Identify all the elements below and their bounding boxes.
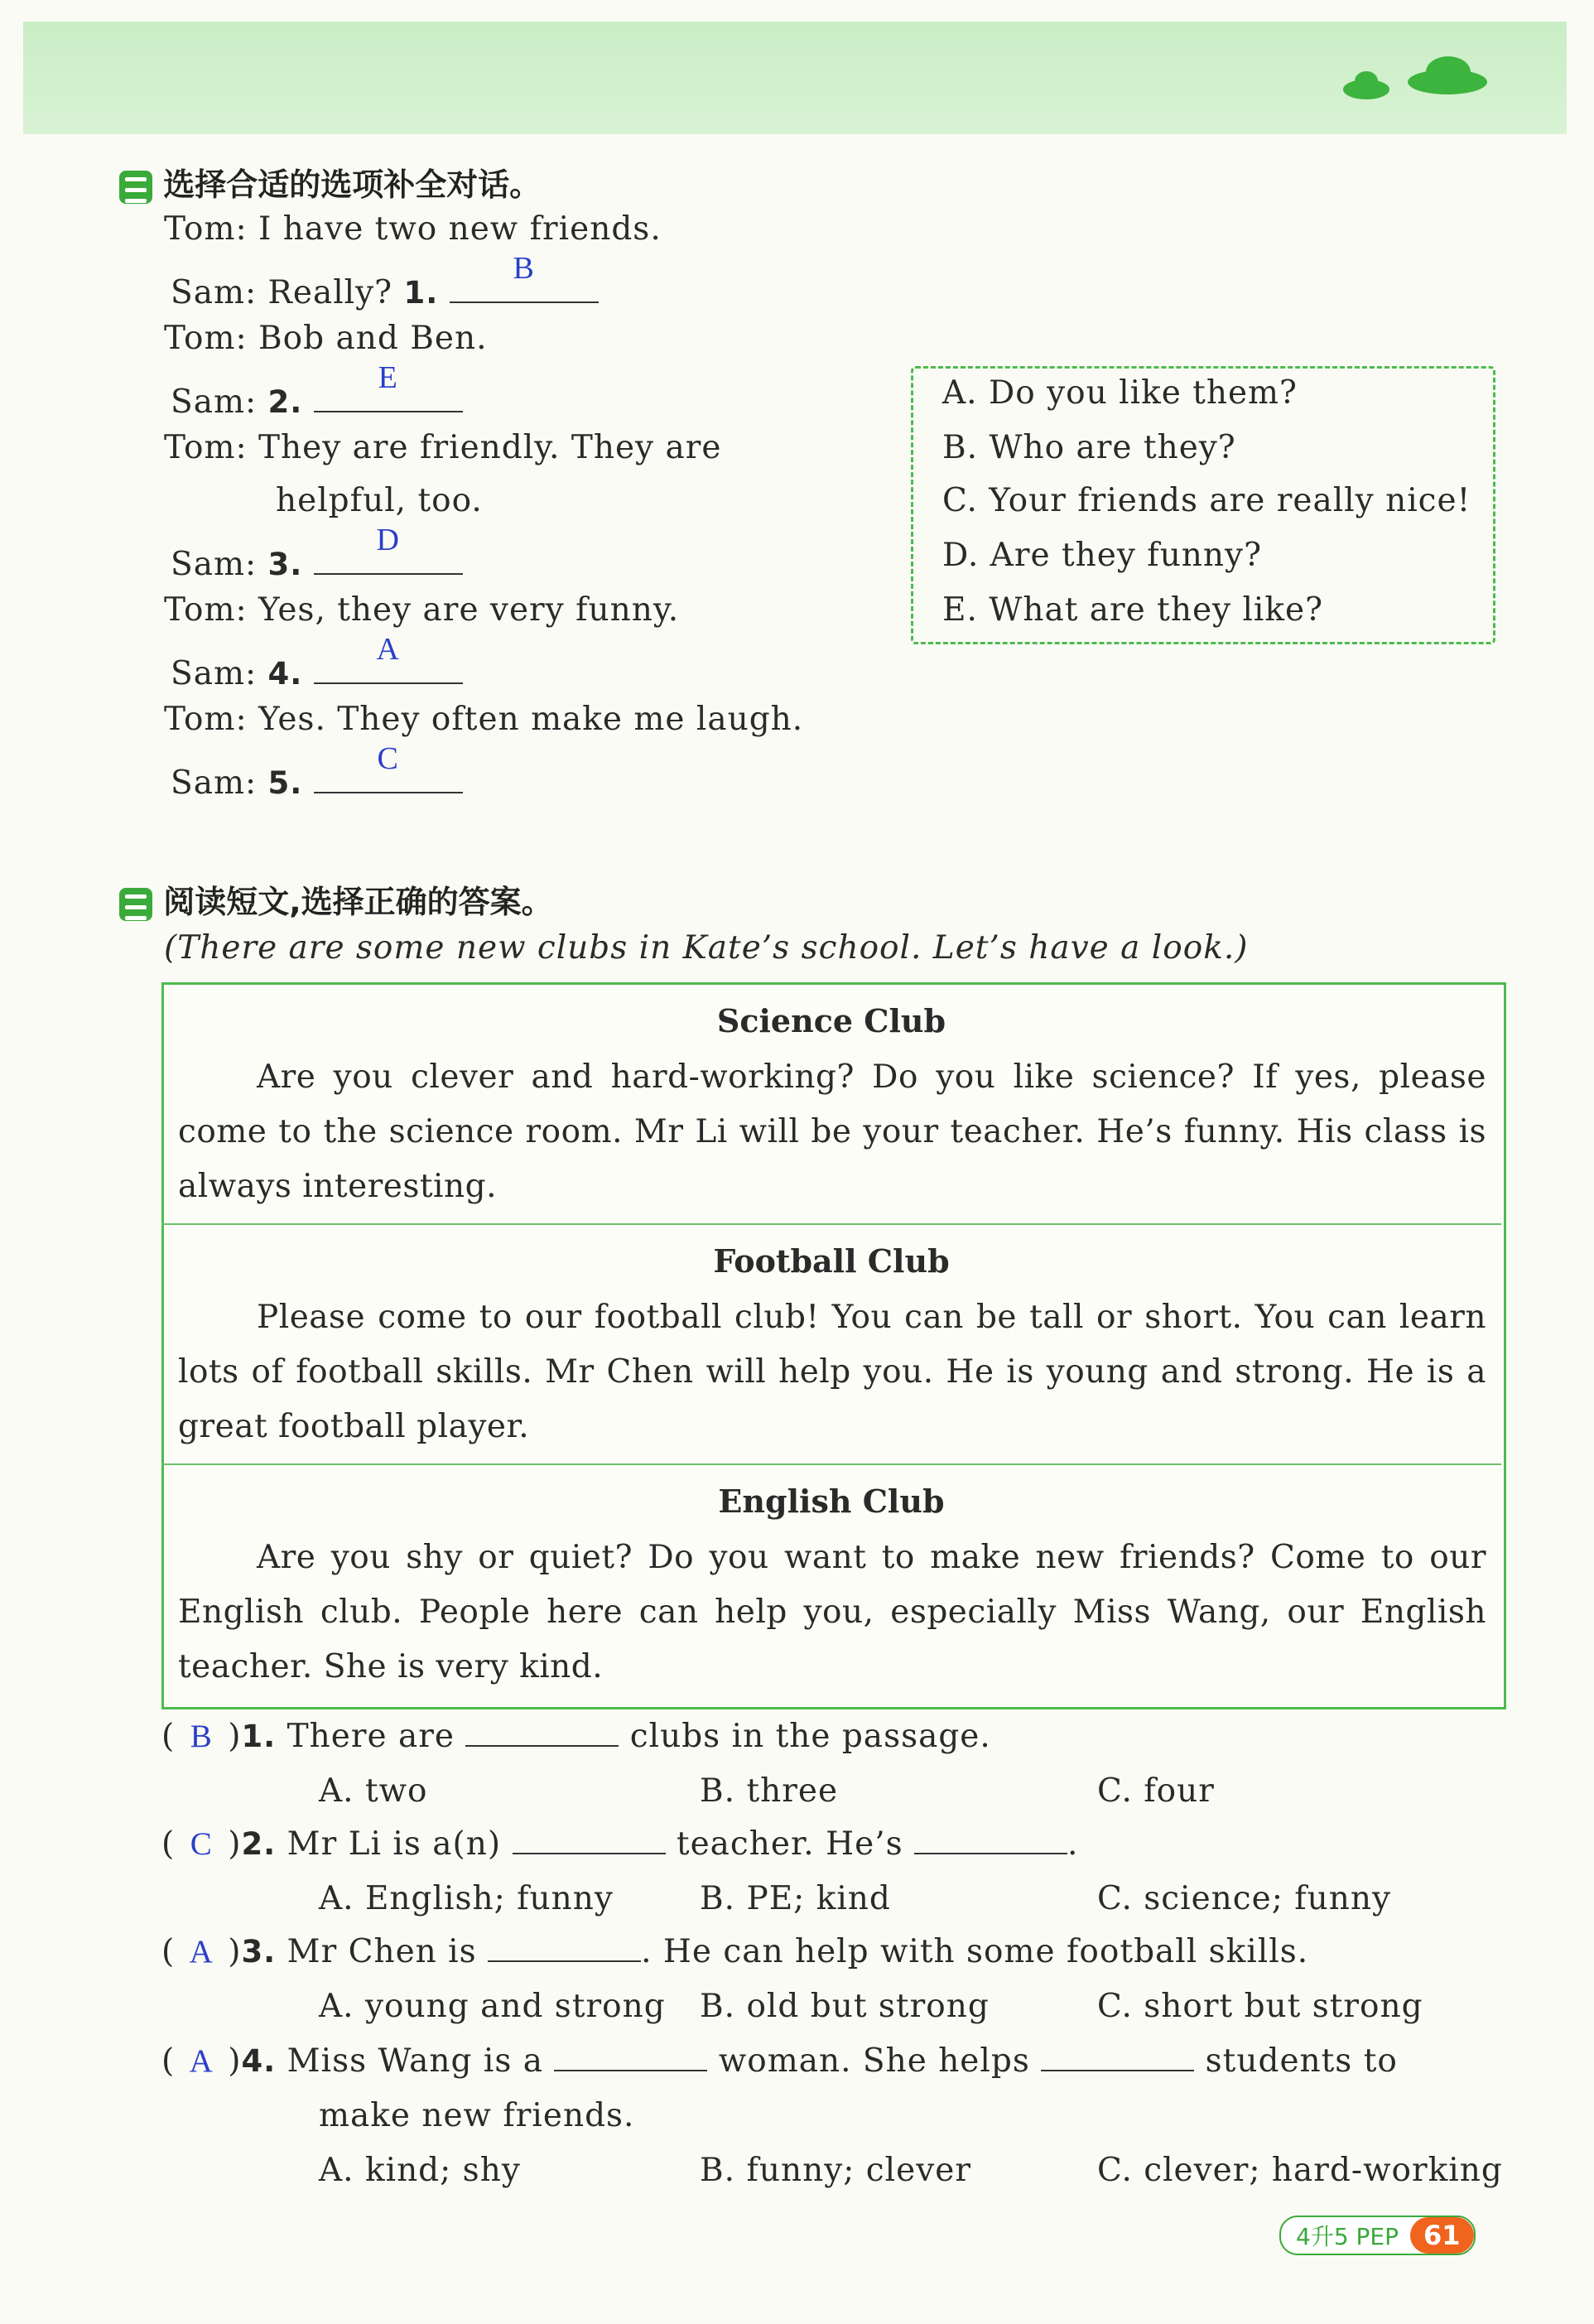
speaker: Tom bbox=[164, 429, 236, 466]
question-4 bbox=[161, 2042, 1398, 2080]
q3-option-b: B. old but strong bbox=[700, 1988, 990, 2025]
answer-paren-open: ( bbox=[161, 1718, 176, 1755]
question-text: Miss Wang is a bbox=[287, 2042, 544, 2080]
sep: : bbox=[235, 210, 248, 248]
speaker: Sam bbox=[171, 764, 245, 802]
dialogue-line-5-cont bbox=[276, 482, 483, 519]
answer-paren-open: ( bbox=[161, 2042, 176, 2080]
answer-1: B bbox=[513, 251, 535, 286]
speaker: Sam bbox=[171, 655, 245, 692]
sep: : bbox=[244, 764, 258, 802]
section2-heading bbox=[119, 876, 553, 922]
line-text: They are friendly. They are bbox=[258, 429, 722, 466]
club-title-football: Football Club bbox=[713, 1242, 950, 1280]
question-text: teacher. He’s bbox=[676, 1825, 903, 1863]
answer-slot-3[interactable] bbox=[175, 1933, 228, 1970]
option-b: B. Who are they? bbox=[942, 429, 1236, 466]
section1-heading bbox=[119, 159, 541, 205]
dialogue-line-9 bbox=[164, 701, 803, 738]
dialogue-line-10 bbox=[171, 741, 463, 802]
question-text: There are bbox=[287, 1718, 455, 1755]
sep: : bbox=[244, 274, 258, 311]
answer-slot-1[interactable] bbox=[175, 1718, 228, 1755]
question-2 bbox=[161, 1825, 1078, 1863]
question-number: 3. bbox=[241, 1934, 277, 1970]
speaker: Tom bbox=[164, 210, 236, 248]
question-text: . bbox=[1067, 1825, 1079, 1863]
club-divider bbox=[161, 1223, 1501, 1225]
club-title-science: Science Club bbox=[716, 1002, 946, 1039]
q1-option-a: A. two bbox=[319, 1772, 428, 1810]
dialogue-line-4 bbox=[171, 360, 463, 421]
answer-slot-2[interactable] bbox=[175, 1825, 228, 1863]
answer-paren-close: ) bbox=[228, 1718, 242, 1755]
section1-heading-text: 选择合适的选项补全对话。 bbox=[163, 166, 542, 203]
q4-option-a: A. kind; shy bbox=[319, 2152, 521, 2189]
choice-answer-1: B bbox=[190, 1719, 213, 1754]
line-text: Yes. They often make me laugh. bbox=[258, 701, 804, 738]
sep: : bbox=[235, 701, 248, 738]
answer-blank-3[interactable] bbox=[314, 523, 463, 575]
option-e: E. What are they like? bbox=[942, 591, 1324, 629]
section2-heading-text: 阅读短文,选择正确的答案。 bbox=[163, 884, 553, 920]
speaker: Sam bbox=[171, 546, 245, 583]
speaker: Sam bbox=[171, 274, 245, 311]
club-paragraph: Are you clever and hard-working? Do you like science? If yes, please come to the science room. Mr Li will be your teacher. He’s funny. His class is always interesting. bbox=[178, 1058, 1486, 1205]
edition-text: PEP bbox=[1356, 2223, 1399, 2250]
question-number: 4. bbox=[241, 2043, 277, 2079]
question-blank[interactable] bbox=[1041, 2045, 1194, 2071]
q2-option-c: C. science; funny bbox=[1097, 1880, 1392, 1917]
question-blank[interactable] bbox=[465, 1720, 619, 1747]
answer-paren-open: ( bbox=[161, 1933, 176, 1970]
blank-number: 4. bbox=[267, 656, 303, 692]
option-a: A. Do you like them? bbox=[942, 374, 1298, 412]
blank-number: 2. bbox=[267, 384, 303, 420]
answer-2: E bbox=[378, 360, 398, 395]
question-text: . He can help with some football skills. bbox=[641, 1933, 1309, 1970]
q3-option-a: A. young and strong bbox=[319, 1988, 666, 2025]
sep: : bbox=[235, 429, 248, 466]
speaker: Sam bbox=[171, 383, 245, 421]
choice-answer-4: A bbox=[189, 2043, 214, 2079]
sep: : bbox=[235, 320, 248, 357]
answer-blank-5[interactable] bbox=[314, 741, 463, 793]
question-text: Mr Chen is bbox=[287, 1933, 477, 1970]
q1-option-b: B. three bbox=[700, 1772, 839, 1810]
line-text: Bob and Ben. bbox=[258, 320, 488, 357]
q2-option-a: A. English; funny bbox=[319, 1880, 614, 1917]
speaker: Tom bbox=[164, 701, 236, 738]
question-text: Mr Li is a(n) bbox=[287, 1825, 502, 1863]
header-band bbox=[23, 22, 1567, 134]
dialogue-line-2 bbox=[171, 251, 599, 311]
question-number: 2. bbox=[241, 1826, 277, 1862]
club-text-football bbox=[178, 1290, 1486, 1454]
line-text: Yes, they are very funny. bbox=[258, 591, 680, 629]
dialogue-line-8 bbox=[171, 632, 463, 692]
answer-blank-2[interactable] bbox=[314, 360, 463, 412]
q1-option-c: C. four bbox=[1097, 1772, 1215, 1810]
answer-blank-1[interactable] bbox=[450, 251, 599, 303]
cloud-icon-large-top bbox=[1426, 56, 1471, 88]
sep: : bbox=[244, 383, 258, 421]
option-c: C. Your friends are really nice! bbox=[942, 482, 1471, 519]
question-blank[interactable] bbox=[914, 1828, 1067, 1854]
blank-number: 1. bbox=[403, 275, 439, 311]
club-text-english bbox=[178, 1531, 1486, 1695]
blank-number: 3. bbox=[267, 547, 303, 582]
option-d: D. Are they funny? bbox=[942, 537, 1262, 574]
section-list-icon bbox=[119, 888, 152, 921]
question-text: woman. She helps bbox=[718, 2042, 1030, 2080]
blank-number: 5. bbox=[267, 765, 303, 801]
grade-label bbox=[1281, 2219, 1410, 2252]
grade-text: 4升5 bbox=[1296, 2223, 1349, 2250]
answer-slot-4[interactable] bbox=[175, 2042, 228, 2080]
page-number: 61 bbox=[1410, 2217, 1474, 2254]
question-text: clubs in the passage. bbox=[629, 1718, 991, 1755]
section-list-icon bbox=[119, 171, 152, 204]
answer-4: A bbox=[376, 632, 400, 667]
sep: : bbox=[244, 546, 258, 583]
choice-answer-2: C bbox=[190, 1826, 213, 1862]
club-paragraph: Are you shy or quiet? Do you want to make new friends? Come to our English club. People here can help you, especially Miss Wang, our English teacher. She is very kind. bbox=[178, 1539, 1486, 1685]
dialogue-line-3 bbox=[164, 320, 488, 357]
dialogue-line-6 bbox=[171, 523, 463, 583]
sep: : bbox=[235, 591, 248, 629]
section2-intro: (There are some new clubs in Kate’s school. Let’s have a look.) bbox=[164, 929, 1249, 967]
answer-blank-4[interactable] bbox=[314, 632, 463, 684]
answer-paren-close: ) bbox=[228, 2042, 242, 2080]
dialogue-line-1 bbox=[164, 210, 662, 248]
dialogue-line-7 bbox=[164, 591, 679, 629]
q4-option-b: B. funny; clever bbox=[700, 2152, 971, 2189]
question-4-cont: make new friends. bbox=[319, 2097, 635, 2134]
q2-option-b: B. PE; kind bbox=[700, 1880, 891, 1917]
answer-paren-close: ) bbox=[228, 1825, 242, 1863]
question-blank[interactable] bbox=[554, 2045, 707, 2071]
answer-paren-open: ( bbox=[161, 1825, 176, 1863]
club-title-english: English Club bbox=[718, 1483, 945, 1520]
answer-3: D bbox=[376, 523, 400, 557]
speaker: Tom bbox=[164, 591, 236, 629]
question-number: 1. bbox=[241, 1719, 277, 1754]
speaker: Tom bbox=[164, 320, 236, 357]
line-text-cont: helpful, too. bbox=[276, 482, 483, 519]
page-badge bbox=[1279, 2216, 1476, 2255]
answer-5: C bbox=[377, 741, 399, 776]
club-paragraph: Please come to our football club! You can be tall or short. You can learn lots of football skills. Mr Chen will help you. He is young and strong. He is a great football player. bbox=[178, 1299, 1486, 1445]
club-divider bbox=[161, 1463, 1501, 1465]
answer-paren-close: ) bbox=[228, 1933, 242, 1970]
question-1 bbox=[161, 1718, 991, 1755]
cloud-icon-small bbox=[1355, 71, 1378, 91]
dialogue-line-5 bbox=[164, 429, 721, 466]
line-text: I have two new friends. bbox=[258, 210, 662, 248]
q3-option-c: C. short but strong bbox=[1097, 1988, 1423, 2025]
question-3 bbox=[161, 1933, 1308, 1970]
question-blank[interactable] bbox=[488, 1936, 641, 1962]
club-text-science bbox=[178, 1050, 1486, 1214]
choice-answer-3: A bbox=[189, 1934, 214, 1970]
line-text: Really? bbox=[267, 274, 393, 311]
question-blank[interactable] bbox=[513, 1828, 666, 1854]
q4-option-c: C. clever; hard-working bbox=[1097, 2152, 1503, 2189]
sep: : bbox=[244, 655, 258, 692]
question-text: students to bbox=[1205, 2042, 1398, 2080]
